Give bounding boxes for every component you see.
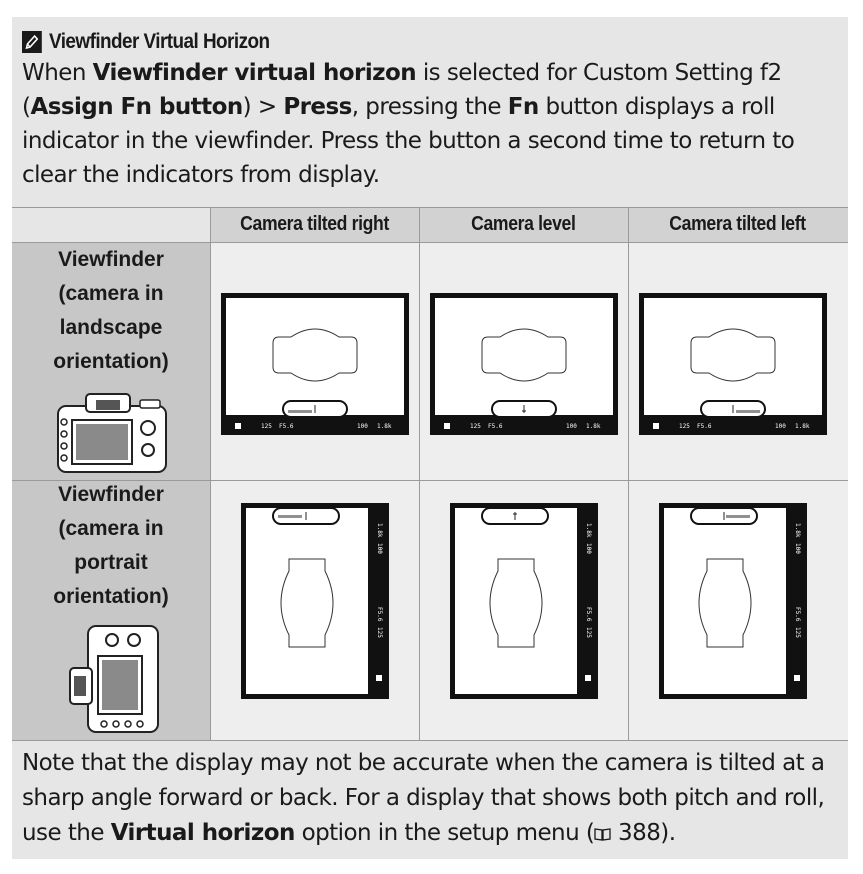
cell-portrait-tilted-left xyxy=(628,480,848,741)
shutter-readout: 125 xyxy=(794,627,801,638)
col-header-level xyxy=(419,207,628,242)
table-divider xyxy=(419,207,420,741)
intro-text: is selected for Custom Setting f2 ( xyxy=(22,60,782,120)
intro-text: ) > xyxy=(242,94,284,120)
row-label-line: (camera in xyxy=(58,517,164,540)
intro-bold-option: Viewfinder virtual horizon xyxy=(92,60,417,86)
row-label-line: landscape xyxy=(59,316,163,339)
intro-text: button displays a roll indicator in the viewfinder. Press the button a second time to return to clear the indicators from display. xyxy=(22,94,795,188)
row-header-portrait xyxy=(12,480,210,741)
cell-portrait-tilted-right xyxy=(210,480,419,741)
table-corner-cell xyxy=(12,207,210,242)
intro-bold-setting: Assign Fn button xyxy=(30,94,243,120)
note-text: Note that the display may not be accurate when the camera is tilted at a sharp angle forward or back. For a display that shows both pitch and roll, use the xyxy=(22,750,825,846)
col-header-tilted-left xyxy=(628,207,848,242)
col-header-label: Camera level xyxy=(471,213,576,235)
aperture-readout: F5.6 xyxy=(488,423,503,430)
aperture-readout: F5.6 xyxy=(585,607,592,622)
aperture-readout: F5.6 xyxy=(376,607,383,622)
col-header-tilted-right xyxy=(210,207,419,242)
heading-text: Viewfinder Virtual Horizon xyxy=(49,30,270,53)
remaining-readout: 1.8k xyxy=(794,523,801,538)
row-label-line: orientation) xyxy=(53,585,169,608)
viewfinder-portrait-tilted-left xyxy=(659,503,807,699)
table-divider xyxy=(12,242,848,243)
row-label-line: Viewfinder xyxy=(58,248,164,271)
note-paragraph xyxy=(22,746,842,851)
book-icon xyxy=(594,827,611,841)
remaining-readout: 1.8k xyxy=(377,423,392,430)
viewfinder-landscape-tilted-left xyxy=(639,293,827,435)
note-panel xyxy=(12,17,848,859)
viewfinder-landscape-level xyxy=(430,293,618,435)
row-label-line: (camera in xyxy=(58,282,164,305)
aperture-readout: F5.6 xyxy=(697,423,712,430)
row-header-landscape xyxy=(12,242,210,480)
shutter-readout: 125 xyxy=(470,423,481,430)
shutter-readout: 125 xyxy=(261,423,272,430)
aperture-readout: F5.6 xyxy=(794,607,801,622)
intro-text: , pressing the xyxy=(351,94,508,120)
row-label-line: orientation) xyxy=(53,350,169,373)
remaining-readout: 1.8k xyxy=(376,523,383,538)
cell-landscape-tilted-right xyxy=(210,242,419,480)
iso-readout: 100 xyxy=(376,543,383,554)
table-divider xyxy=(12,740,848,741)
viewfinder-portrait-level xyxy=(450,503,598,699)
cell-portrait-level xyxy=(419,480,628,741)
section-heading xyxy=(22,28,270,56)
note-text: option in the setup menu ( xyxy=(294,820,595,846)
col-header-label: Camera tilted left xyxy=(669,213,807,235)
pencil-icon xyxy=(22,31,42,53)
intro-text: When xyxy=(22,60,93,86)
table-divider xyxy=(12,207,848,208)
viewfinder-landscape-tilted-right xyxy=(221,293,409,435)
shutter-readout: 125 xyxy=(679,423,690,430)
iso-readout: 100 xyxy=(585,543,592,554)
row-label-line: portrait xyxy=(74,551,148,574)
intro-bold-press: Press xyxy=(283,94,352,120)
iso-readout: 100 xyxy=(794,543,801,554)
shutter-readout: 125 xyxy=(585,627,592,638)
cell-landscape-level xyxy=(419,242,628,480)
comparison-table xyxy=(12,207,848,741)
table-divider xyxy=(12,480,848,481)
camera-landscape-illustration xyxy=(56,392,168,474)
remaining-readout: 1.8k xyxy=(795,423,810,430)
remaining-readout: 1.8k xyxy=(586,423,601,430)
page-reference: 388). xyxy=(611,820,676,846)
note-bold-option: Virtual horizon xyxy=(110,820,295,846)
remaining-readout: 1.8k xyxy=(585,523,592,538)
aperture-readout: F5.6 xyxy=(279,423,294,430)
table-divider xyxy=(210,207,211,741)
intro-bold-fn: Fn xyxy=(507,94,539,120)
row-label-line: Viewfinder xyxy=(58,483,164,506)
iso-readout: 100 xyxy=(566,423,577,430)
iso-readout: 100 xyxy=(357,423,368,430)
viewfinder-portrait-tilted-right xyxy=(241,503,389,699)
shutter-readout: 125 xyxy=(376,627,383,638)
cell-landscape-tilted-left xyxy=(628,242,848,480)
table-divider xyxy=(628,207,629,741)
col-header-label: Camera tilted right xyxy=(240,213,389,235)
camera-portrait-illustration xyxy=(64,622,164,736)
iso-readout: 100 xyxy=(775,423,786,430)
intro-paragraph xyxy=(22,56,842,192)
